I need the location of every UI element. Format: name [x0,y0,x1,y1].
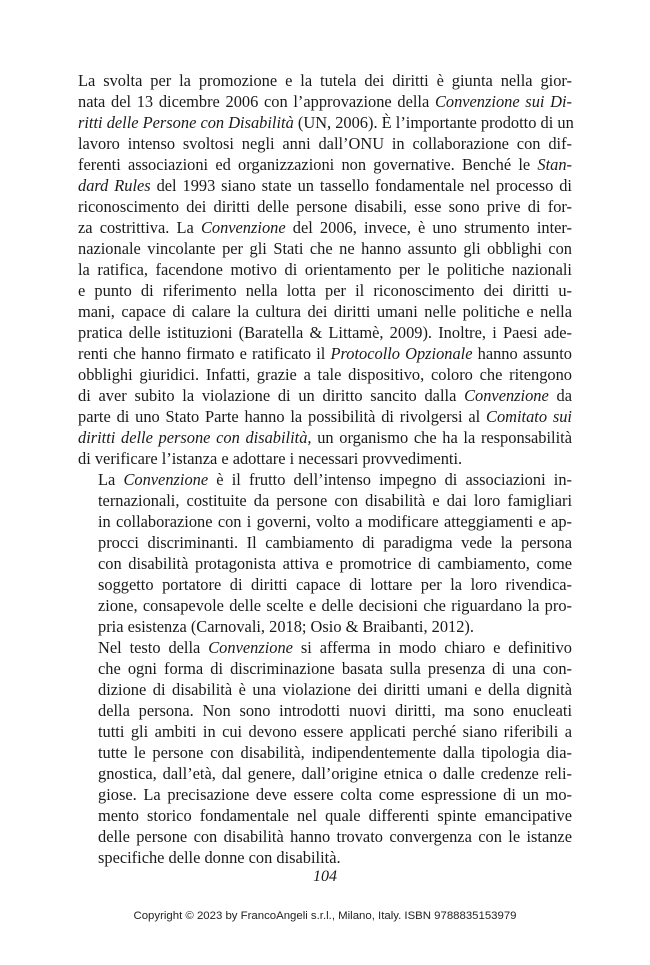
text-line: con disabilità protagonista attiva e promotrice di cambiamento, come [98,554,572,573]
text-line: pratica delle istituzioni (Baratella & Littamè, 2009). Inoltre, i Paesi ade- [78,323,572,342]
copyright-notice: Copyright © 2023 by FrancoAngeli s.r.l., Milano, Italy. ISBN 9788835153979 [133,910,517,922]
paragraph-3 [78,637,572,868]
text-line: la ratifica, facendone motivo di orientamento per le politiche nazionali [78,260,572,279]
text-line: dard Rules del 1993 siano state un tassello fondamentale nel processo di [78,176,572,195]
text-line: procci discriminanti. Il cambiamento di paradigma vede la persona [98,533,572,552]
text-line: pria esistenza (Carnovali, 2018; Osio & Braibanti, 2012). [98,617,474,636]
text-line: che ogni forma di discriminazione basata sulla presenza di una con- [98,659,572,678]
text-line: obblighi giuridici. Infatti, grazie a tale dispositivo, coloro che ritengono [78,365,572,384]
text-line: nazionale vincolante per gli Stati che ne hanno assunto gli obblighi con [78,239,572,258]
page-body [78,70,572,868]
text-line: renti che hanno firmato e ratificato il Protocollo Opzionale hanno assunto [78,344,572,363]
text-line: tutti gli ambiti in cui devono essere applicati perché siano riferibili a [98,722,572,741]
text-line: Nel testo della Convenzione si afferma in modo chiaro e definitivo [98,638,572,657]
text-line: e punto di riferimento nella lotta per il riconoscimento dei diritti u- [78,281,572,300]
text-line: ternazionali, costituite da persone con disabilità e dai loro famigliari [98,491,572,510]
text-line: specifiche delle donne con disabilità. [98,848,341,867]
text-line: lavoro intenso svoltosi negli anni dall’ONU in collaborazione con dif- [78,134,572,153]
text-line: mani, capace di calare la cultura dei diritti umani nelle politiche e nella [78,302,572,321]
text-line: tutte le persone con disabilità, indipendentemente dalla tipologia dia- [98,743,572,762]
text-line: in collaborazione con i governi, volto a modificare atteggiamenti e ap- [98,512,572,531]
text-line: dizione di disabilità è una violazione dei diritti umani e della dignità [98,680,572,699]
text-line: giose. La precisazione deve essere colta come espressione di un mo- [98,785,572,804]
text-line: diritti delle persone con disabilità, un organismo che ha la responsabilità [78,428,572,447]
text-line: di aver subito la violazione di un diritto sancito dalla Convenzione da [78,386,572,405]
text-line: parte di uno Stato Parte hanno la possibilità di rivolgersi al Comitato sui [78,407,572,426]
text-line: mento storico fondamentale nel quale differenti spinte emancipative [98,806,572,825]
text-line: della persona. Non sono introdotti nuovi diritti, ma sono enucleati [98,701,572,720]
text-line: di verificare l’istanza e adottare i necessari provvedimenti. [78,449,463,468]
text-line: La Convenzione è il frutto dell’intenso impegno di associazioni in- [98,470,572,489]
text-line: nata del 13 dicembre 2006 con l’approvazione della Convenzione sui Di- [78,92,572,111]
page-number: 104 [313,868,337,885]
text-line: za costrittiva. La Convenzione del 2006, invece, è uno strumento inter- [78,218,572,237]
paragraph-2 [78,469,572,637]
text-line: ferenti associazioni ed organizzazioni non governative. Benché le Stan- [78,155,572,174]
text-line: gnostica, dall’età, dal genere, dall’origine etnica o dalle credenze reli- [98,764,572,783]
text-line: riconoscimento dei diritti delle persone disabili, esse sono prive di for- [78,197,572,216]
text-line: delle persone con disabilità hanno trovato convergenza con le istanze [98,827,572,846]
text-line: La svolta per la promozione e la tutela dei diritti è giunta nella gior- [78,71,572,90]
text-line: ritti delle Persone con Disabilità (UN, 2006). È l’importante prodotto di un [78,113,574,132]
text-line: zione, consapevole delle scelte e delle decisioni che riguardano la pro- [98,596,572,615]
text-line: soggetto portatore di diritti capace di lottare per la loro rivendica- [98,575,572,594]
paragraph-1 [78,70,572,469]
